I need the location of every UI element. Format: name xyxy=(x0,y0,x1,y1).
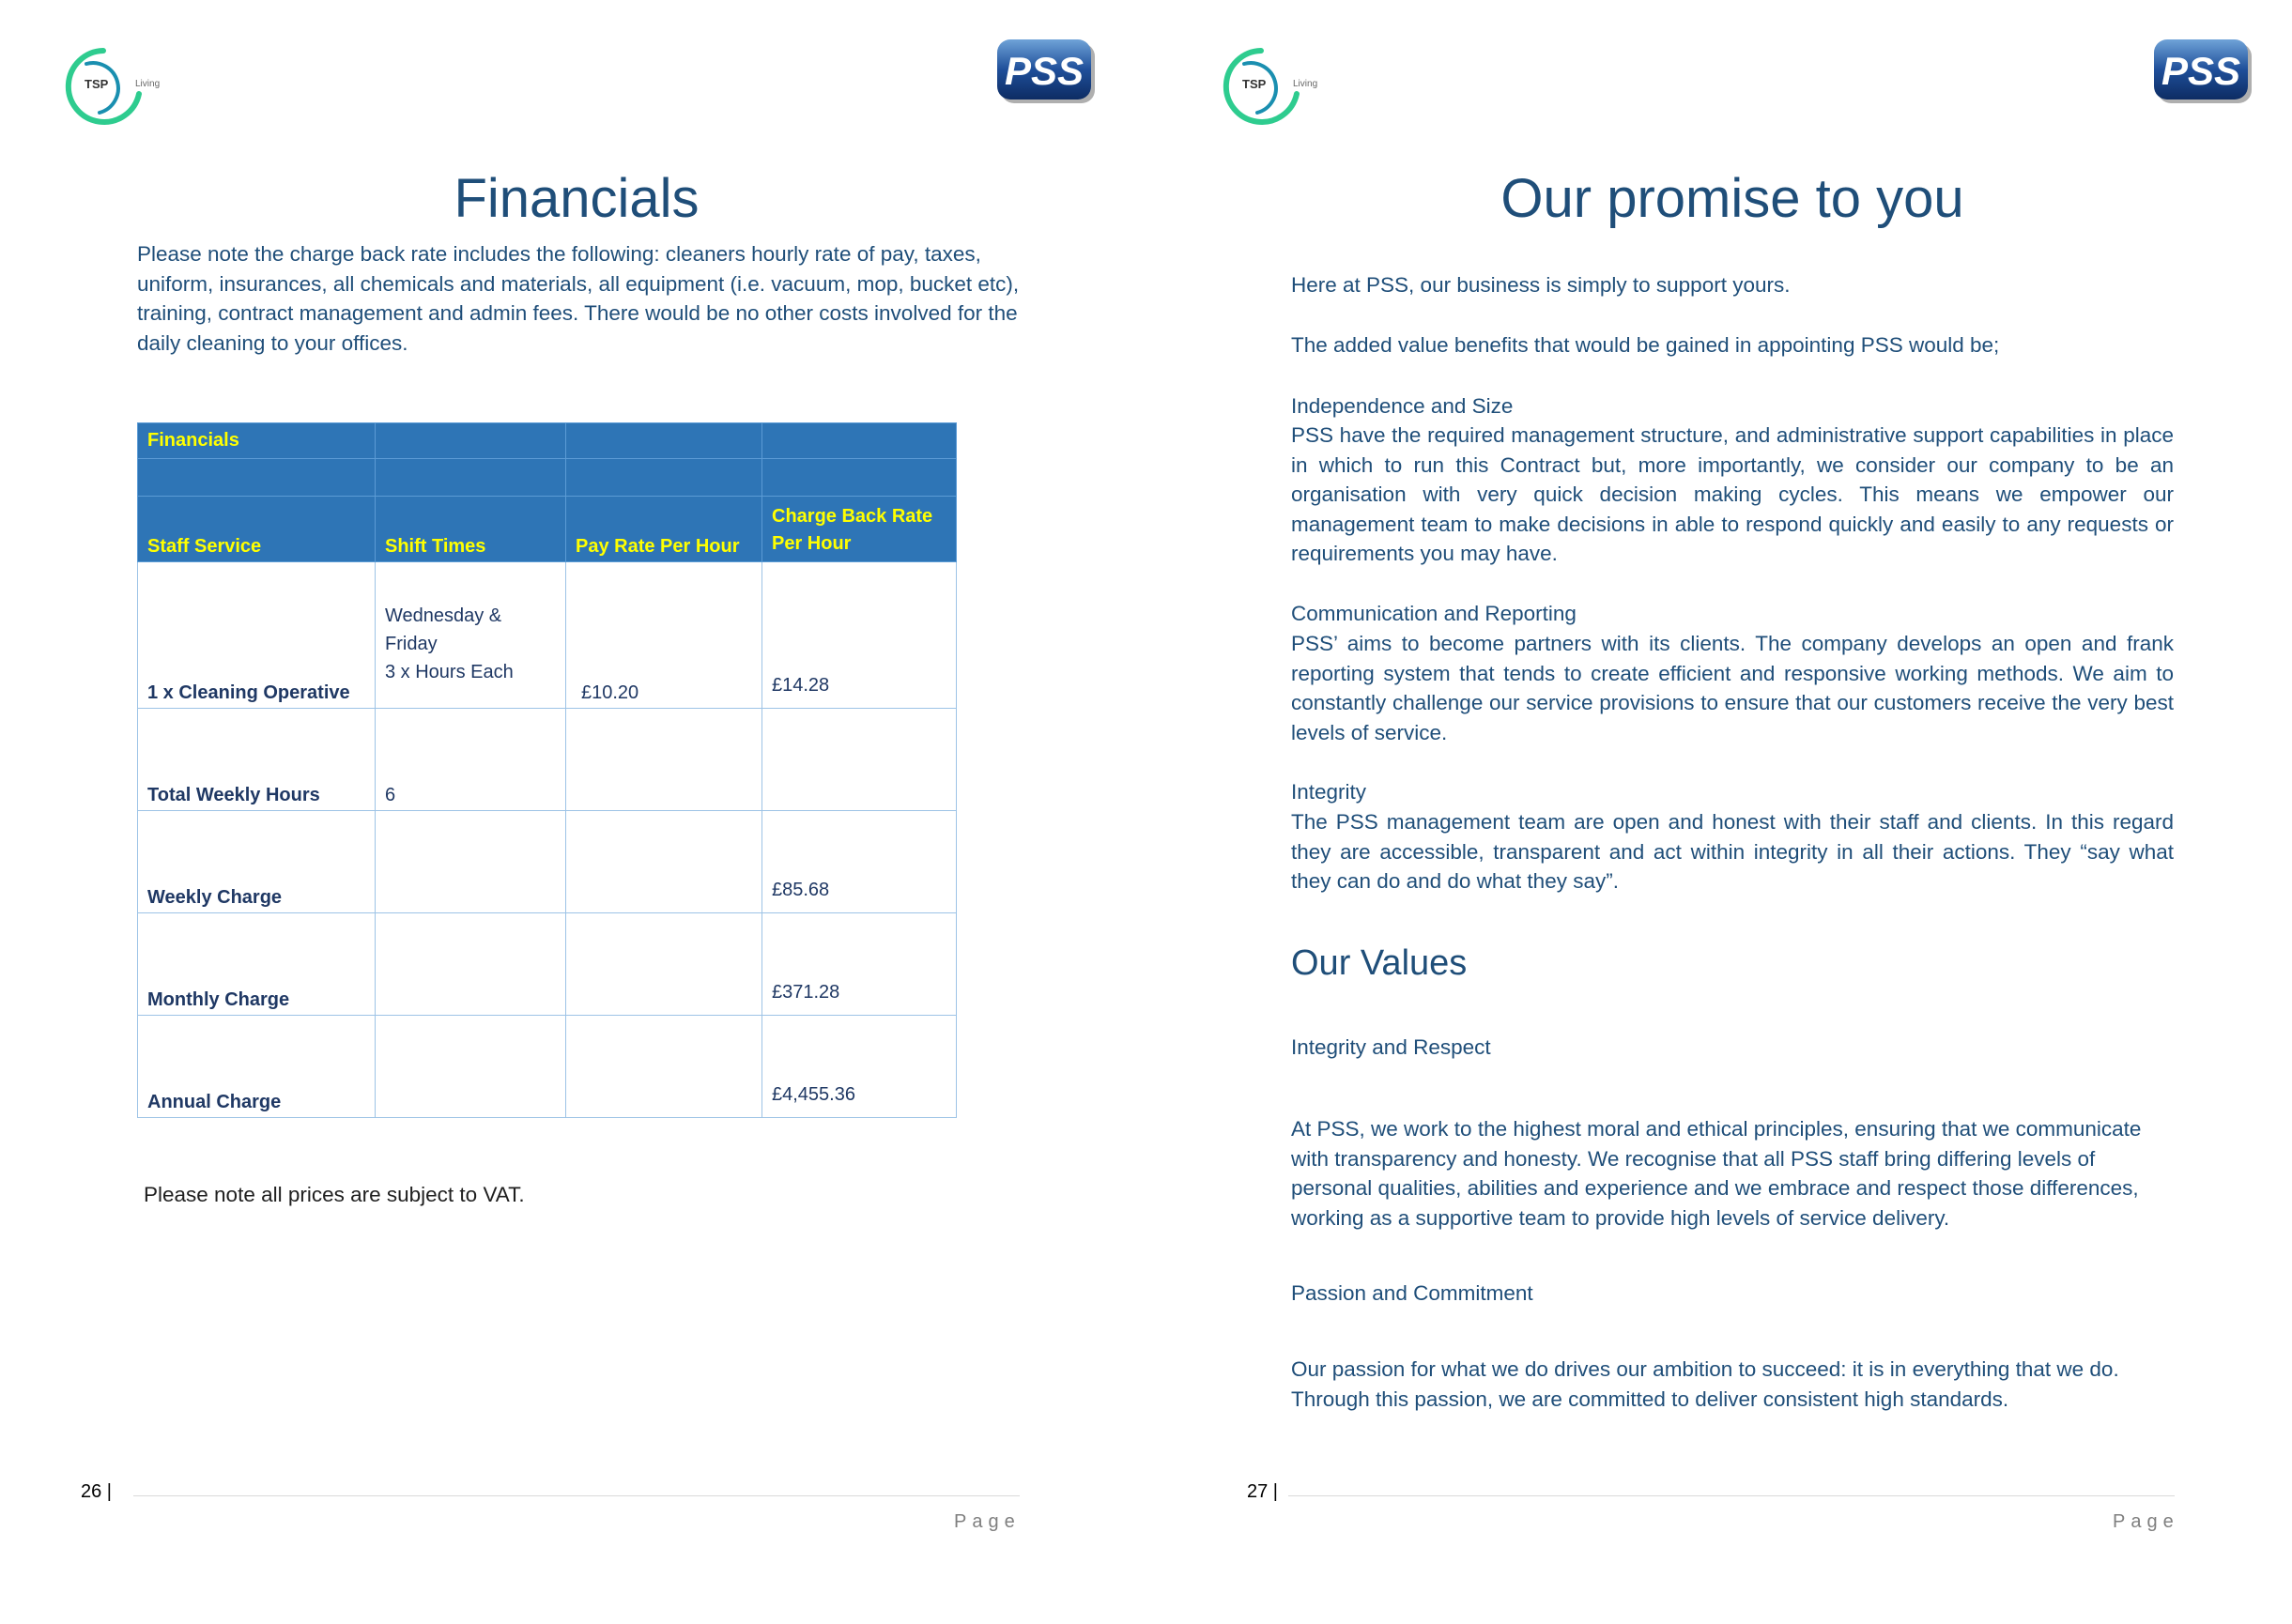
header-charge-rate: Charge Back Rate Per Hour xyxy=(762,497,957,562)
page-title: Our promise to you xyxy=(1500,168,1964,229)
tsp-sub-text: Living xyxy=(135,79,161,89)
pay-rate-cell: £10.20 xyxy=(566,562,762,709)
pss-logo xyxy=(993,36,1102,113)
header-pay-rate: Pay Rate Per Hour xyxy=(566,497,762,562)
footer-page-label: Page xyxy=(2113,1511,2179,1532)
page-number: 27 | xyxy=(1247,1481,1278,1502)
value-body-integrity-respect: At PSS, we work to the highest moral and ethical principles, ensuring that we communicate with transparency and honesty. We recognise that all PSS staff bring differing levels of personal qualities, abilities and experience and we embrace and respect those differences, working as a supportive team to provide high levels of service delivery. xyxy=(1291,1117,2142,1230)
tsp-ring-icon xyxy=(58,45,171,130)
charge-rate-cell: £85.68 xyxy=(762,811,957,913)
footer-divider xyxy=(1288,1495,2175,1496)
table-row xyxy=(138,562,957,709)
table-row xyxy=(138,811,957,913)
table-title-cell: Financials xyxy=(138,423,376,459)
financials-table xyxy=(137,422,957,1118)
shift-cell xyxy=(376,913,566,1016)
section-body-communication: PSS’ aims to become partners with its clients. The company develops an open and frank reporting system that tends to create efficient and responsive working methods. We aim to constantly challenge our service provisions to ensure that our customers receive the very best levels of service. xyxy=(1291,632,2174,744)
value-body-passion: Our passion for what we do drives our ambition to succeed: it is in everything that we do. Through this passion, we are committed to deliver consistent high standards. xyxy=(1291,1357,2119,1411)
footer-page-label: Page xyxy=(954,1511,1021,1532)
value-title-integrity-respect: Integrity and Respect xyxy=(1291,1035,1491,1059)
values-heading: Our Values xyxy=(1291,943,1468,983)
tsp-ring-icon xyxy=(1216,45,1329,130)
charge-rate-cell: £14.28 xyxy=(762,562,957,709)
table-row xyxy=(138,709,957,811)
vat-note: Please note all prices are subject to VAT. xyxy=(144,1183,525,1206)
tsp-sub-text: Living xyxy=(1293,79,1318,89)
charge-rate-cell: £371.28 xyxy=(762,913,957,1016)
tsp-living-logo xyxy=(58,45,171,130)
shift-cell xyxy=(376,1016,566,1118)
section-body-independence: PSS have the required management structure, and administrative support capabilities in place in which to run this Contract but, more importantly, we consider our company to be an organisation with very quick decision making cycles. This means we empower our management team to make decisions in able to respond quickly and easily to any requests or requirements you may have. xyxy=(1291,423,2174,565)
tsp-text: TSP xyxy=(1242,77,1267,91)
intro-paragraph: Please note the charge back rate includes the following: cleaners hourly rate of pay, taxes, uniform, insurances, all chemicals and materials, all equipment (i.e. vacuum, mop, bucket etc), training, contract management and admin fees. There would be no other costs involved for the daily cleaning to your offices. xyxy=(137,242,1020,355)
table-header-row xyxy=(138,497,957,562)
section-body-integrity: The PSS management team are open and honest with their staff and clients. In this regard they are accessible, transparent and act within integrity in all their actions. They “say what they can do and do what they say”. xyxy=(1291,810,2174,893)
table-row xyxy=(138,913,957,1016)
page-title: Financials xyxy=(454,168,700,229)
pss-logo-text: PSS xyxy=(1004,49,1084,93)
value-title-passion: Passion and Commitment xyxy=(1291,1281,1533,1305)
shift-cell: Wednesday & Friday 3 x Hours Each xyxy=(376,562,566,709)
section-title-integrity: Integrity xyxy=(1291,780,1367,804)
shift-cell xyxy=(376,811,566,913)
intro-line: Here at PSS, our business is simply to support yours. xyxy=(1291,273,1791,297)
tsp-text: TSP xyxy=(85,77,109,91)
row-label: 1 x Cleaning Operative xyxy=(138,562,376,709)
pay-rate-cell xyxy=(566,1016,762,1118)
footer-divider xyxy=(133,1495,1020,1496)
header-shift-times: Shift Times xyxy=(376,497,566,562)
row-label: Total Weekly Hours xyxy=(138,709,376,811)
pay-rate-cell xyxy=(566,811,762,913)
pss-logo xyxy=(2150,36,2259,113)
section-title-communication: Communication and Reporting xyxy=(1291,602,1577,625)
charge-rate-cell xyxy=(762,709,957,811)
table-spacer-row xyxy=(138,459,957,497)
charge-rate-cell: £4,455.36 xyxy=(762,1016,957,1118)
page-number: 26 | xyxy=(81,1481,112,1502)
table-title-row xyxy=(138,423,957,459)
row-label: Annual Charge xyxy=(138,1016,376,1118)
added-value-line: The added value benefits that would be gained in appointing PSS would be; xyxy=(1291,333,2000,357)
row-label: Monthly Charge xyxy=(138,913,376,1016)
shift-cell: 6 xyxy=(376,709,566,811)
pay-rate-cell xyxy=(566,913,762,1016)
pay-rate-cell xyxy=(566,709,762,811)
tsp-living-logo xyxy=(1216,45,1329,130)
table-row xyxy=(138,1016,957,1118)
pss-logo-text: PSS xyxy=(2161,49,2241,93)
header-staff-service: Staff Service xyxy=(138,497,376,562)
section-title-independence: Independence and Size xyxy=(1291,394,1514,418)
row-label: Weekly Charge xyxy=(138,811,376,913)
page-27 xyxy=(1155,0,2292,1624)
